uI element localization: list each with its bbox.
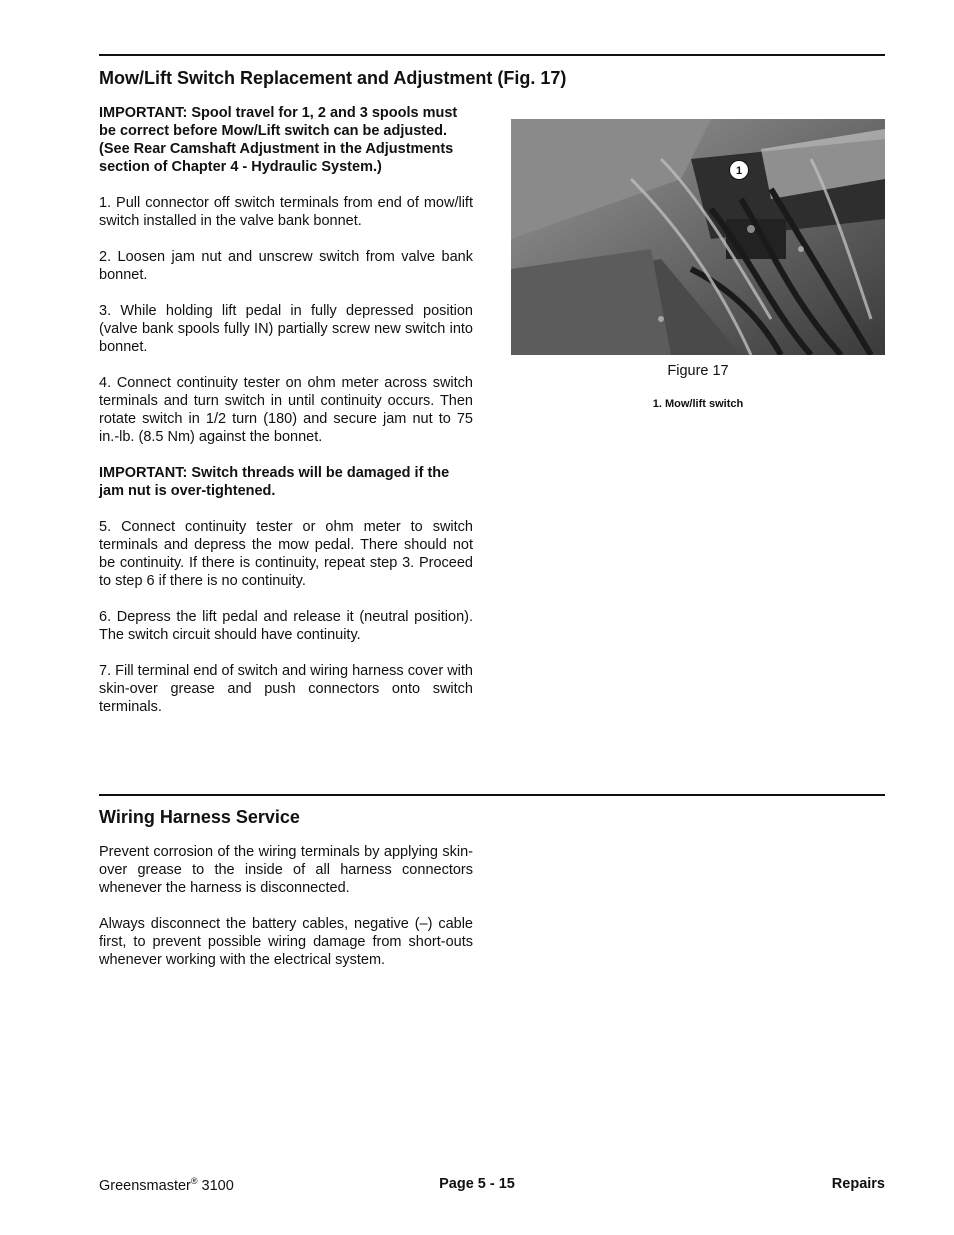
paragraph-battery: Always disconnect the battery cables, negative (–) cable first, to prevent possible wiring damage from short-outs whenever working with the electrical system. <box>99 916 473 968</box>
section-divider-rule <box>99 794 885 796</box>
step-6: 6. Depress the lift pedal and release it (neutral position). The switch circuit should have continuity. <box>99 609 473 643</box>
wiring-harness-text <box>99 843 473 987</box>
section-title-wiring-harness: Wiring Harness Service <box>99 807 300 827</box>
footer-page-number: Page 5 - 15 <box>439 1176 515 1192</box>
figure-legend: 1. Mow/lift switch <box>652 398 744 410</box>
step-3: 3. While holding lift pedal in fully depressed position (valve bank spools fully IN) partially screw new switch into bonnet. <box>99 303 473 355</box>
section-title-mow-lift: Mow/Lift Switch Replacement and Adjustment (Fig. 17) <box>99 68 567 88</box>
important-note-threads: IMPORTANT: Switch threads will be damaged if the jam nut is over-tightened. <box>99 465 450 499</box>
step-2: 2. Loosen jam nut and unscrew switch from valve bank bonnet. <box>99 249 473 283</box>
footer-section-name: Repairs <box>831 1176 885 1192</box>
top-rule <box>99 54 885 56</box>
figure-17-photo <box>511 119 885 355</box>
callout-marker-1: 1 <box>729 160 749 180</box>
step-5: 5. Connect continuity tester or ohm meter to switch terminals and depress the mow pedal. There should not be continuity. If there is continuity, repeat step 3. Proceed to step 6 if there is no continuity. <box>99 519 473 589</box>
important-note-spool: IMPORTANT: Spool travel for 1, 2 and 3 spools must be correct before Mow/Lift switch can be adjusted. (See Rear Camshaft Adjustment in the Adjustments section of Chapter 4 - Hydraulic System.) <box>99 105 458 175</box>
footer-model: 3100 <box>197 1177 234 1194</box>
footer-product-name: Greensmaster <box>99 1177 191 1194</box>
mow-lift-instructions <box>99 104 473 734</box>
step-4: 4. Connect continuity tester on ohm meter across switch terminals and turn switch in until continuity occurs. Then rotate switch in 1/2 turn (180) and secure jam nut to 75 in.-lb. (8.5 Nm) against the bonnet. <box>99 375 473 445</box>
step-7: 7. Fill terminal end of switch and wiring harness cover with skin-over grease and push connectors onto switch terminals. <box>99 663 473 715</box>
paragraph-corrosion: Prevent corrosion of the wiring terminals by applying skin-over grease to the inside of all harness connectors whenever the harness is disconnected. <box>99 844 473 896</box>
step-1: 1. Pull connector off switch terminals from end of mow/lift switch installed in the valve bank bonnet. <box>99 195 473 229</box>
registered-mark: ® <box>190 1176 198 1186</box>
figure-caption: Figure 17 <box>667 363 729 379</box>
